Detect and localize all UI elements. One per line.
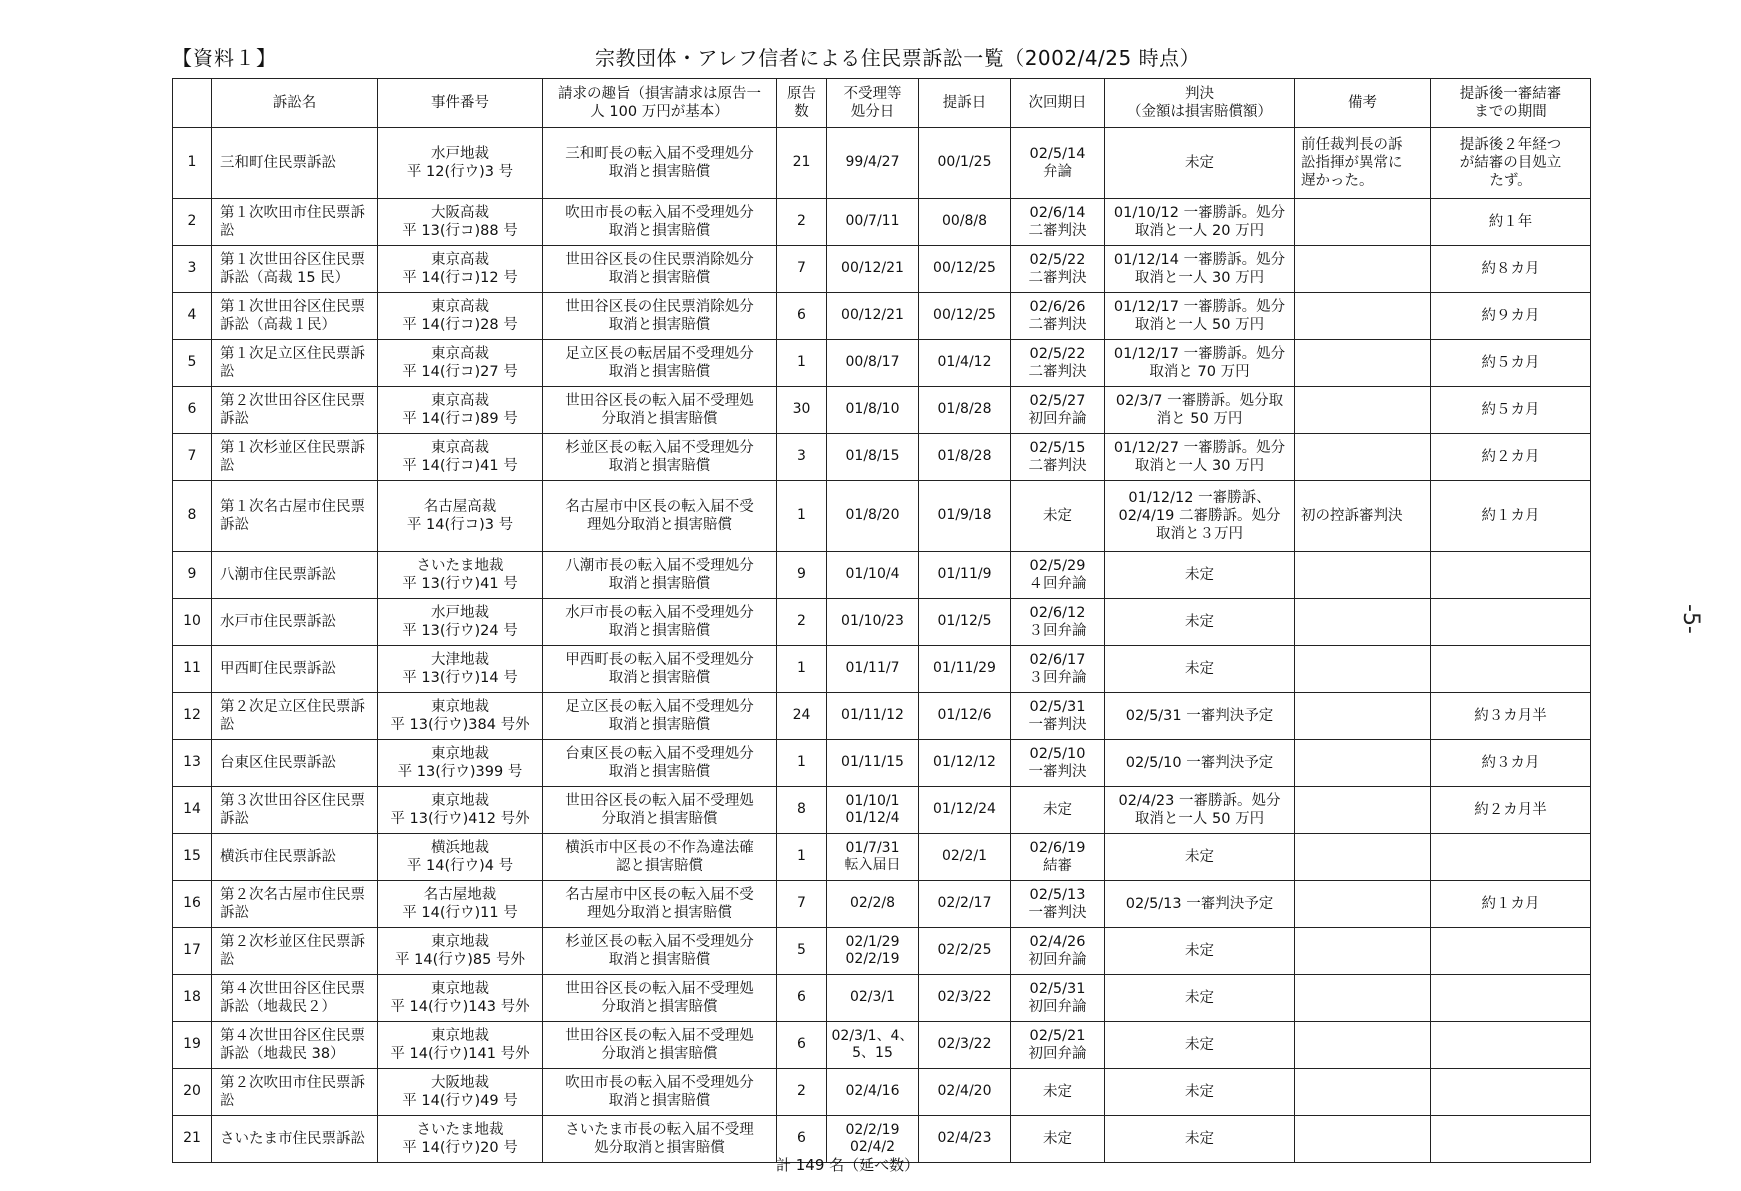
row-number: 10 <box>173 599 212 646</box>
claim-summary: 世田谷区長の転入届不受理処 分取消と損害賠償 <box>543 1022 777 1069</box>
period-to-judgment: 約１年 <box>1431 199 1591 246</box>
period-to-judgment: 約３カ月半 <box>1431 693 1591 740</box>
next-hearing: 02/5/27 初回弁論 <box>1011 387 1105 434</box>
next-hearing: 02/5/10 一審判決 <box>1011 740 1105 787</box>
case-number: 東京高裁 平 14(行コ)41 号 <box>378 434 543 481</box>
lawsuit-name: 台東区住民票訴訟 <box>212 740 378 787</box>
lawsuit-name: 第１次杉並区住民票訴 訟 <box>212 434 378 481</box>
next-hearing: 02/6/26 二審判決 <box>1011 293 1105 340</box>
case-number: 東京高裁 平 14(行コ)27 号 <box>378 340 543 387</box>
row-number: 18 <box>173 975 212 1022</box>
next-hearing: 02/5/13 一審判決 <box>1011 881 1105 928</box>
remarks <box>1295 740 1431 787</box>
table-row <box>173 552 1591 599</box>
lawsuit-name: 第４次世田谷区住民票 訴訟（地裁民２） <box>212 975 378 1022</box>
filing-date: 02/4/23 <box>919 1116 1011 1163</box>
lawsuit-name: 第１次吹田市住民票訴 訟 <box>212 199 378 246</box>
table-row <box>173 834 1591 881</box>
lawsuit-name: 第１次世田谷区住民票 訴訟（高裁 15 民） <box>212 246 378 293</box>
claim-summary: 名古屋市中区長の転入届不受 理処分取消と損害賠償 <box>543 481 777 552</box>
plaintiff-count: 2 <box>777 199 827 246</box>
filing-date: 01/9/18 <box>919 481 1011 552</box>
plaintiff-count: 6 <box>777 1116 827 1163</box>
period-to-judgment: 約３カ月 <box>1431 740 1591 787</box>
plaintiff-count: 6 <box>777 293 827 340</box>
claim-summary: 世田谷区長の転入届不受理処 分取消と損害賠償 <box>543 787 777 834</box>
judgment: 未定 <box>1105 1116 1295 1163</box>
row-number: 2 <box>173 199 212 246</box>
filing-date: 02/4/20 <box>919 1069 1011 1116</box>
table-row <box>173 246 1591 293</box>
period-to-judgment <box>1431 552 1591 599</box>
remarks <box>1295 1116 1431 1163</box>
refusal-date: 01/10/23 <box>827 599 919 646</box>
table-header-row <box>173 79 1591 128</box>
period-to-judgment <box>1431 975 1591 1022</box>
table-row <box>173 787 1591 834</box>
claim-summary: 三和町長の転入届不受理処分 取消と損害賠償 <box>543 128 777 199</box>
claim-summary: 水戸市長の転入届不受理処分 取消と損害賠償 <box>543 599 777 646</box>
refusal-date: 00/7/11 <box>827 199 919 246</box>
filing-date: 00/12/25 <box>919 246 1011 293</box>
lawsuit-name: さいたま市住民票訴訟 <box>212 1116 378 1163</box>
remarks <box>1295 1069 1431 1116</box>
row-number: 1 <box>173 128 212 199</box>
plaintiff-count: 1 <box>777 646 827 693</box>
period-to-judgment <box>1431 928 1591 975</box>
next-hearing: 02/6/17 ３回弁論 <box>1011 646 1105 693</box>
judgment: 01/12/14 一審勝訴。処分 取消と一人 30 万円 <box>1105 246 1295 293</box>
claim-summary: 八潮市長の転入届不受理処分 取消と損害賠償 <box>543 552 777 599</box>
claim-summary: 足立区長の転居届不受理処分 取消と損害賠償 <box>543 340 777 387</box>
period-to-judgment <box>1431 646 1591 693</box>
judgment: 未定 <box>1105 552 1295 599</box>
row-number: 16 <box>173 881 212 928</box>
plaintiff-count: 7 <box>777 246 827 293</box>
period-to-judgment <box>1431 599 1591 646</box>
refusal-date: 01/11/7 <box>827 646 919 693</box>
claim-summary: 世田谷区長の住民票消除処分 取消と損害賠償 <box>543 293 777 340</box>
table-row <box>173 1022 1591 1069</box>
lawsuit-name: 甲西町住民票訴訟 <box>212 646 378 693</box>
remarks: 前任裁判長の訴 訟指揮が異常に 遅かった。 <box>1295 128 1431 199</box>
row-number: 3 <box>173 246 212 293</box>
next-hearing: 未定 <box>1011 787 1105 834</box>
remarks <box>1295 975 1431 1022</box>
claim-summary: 甲西町長の転入届不受理処分 取消と損害賠償 <box>543 646 777 693</box>
next-hearing: 未定 <box>1011 1116 1105 1163</box>
column-header: 判決 （金額は損害賠償額） <box>1105 79 1295 128</box>
case-number: 大津地裁 平 13(行ウ)14 号 <box>378 646 543 693</box>
judgment: 未定 <box>1105 1022 1295 1069</box>
judgment: 01/12/12 一審勝訴、 02/4/19 二審勝訴。処分 取消と３万円 <box>1105 481 1295 552</box>
row-number: 9 <box>173 552 212 599</box>
remarks <box>1295 787 1431 834</box>
filing-date: 02/2/17 <box>919 881 1011 928</box>
refusal-date: 01/11/12 <box>827 693 919 740</box>
column-header <box>173 79 212 128</box>
filing-date: 02/3/22 <box>919 1022 1011 1069</box>
claim-summary: 吹田市長の転入届不受理処分 取消と損害賠償 <box>543 1069 777 1116</box>
plaintiff-count: 1 <box>777 740 827 787</box>
remarks <box>1295 928 1431 975</box>
case-number: 東京高裁 平 14(行コ)12 号 <box>378 246 543 293</box>
claim-summary: 世田谷区長の住民票消除処分 取消と損害賠償 <box>543 246 777 293</box>
refusal-date: 01/7/31 転入届日 <box>827 834 919 881</box>
table-row <box>173 881 1591 928</box>
claim-summary: 台東区長の転入届不受理処分 取消と損害賠償 <box>543 740 777 787</box>
filing-date: 00/12/25 <box>919 293 1011 340</box>
judgment: 未定 <box>1105 599 1295 646</box>
case-number: 東京地裁 平 14(行ウ)143 号外 <box>378 975 543 1022</box>
plaintiff-count: 3 <box>777 434 827 481</box>
column-header: 原告 数 <box>777 79 827 128</box>
judgment: 01/12/27 一審勝訴。処分 取消と一人 30 万円 <box>1105 434 1295 481</box>
table-row <box>173 928 1591 975</box>
column-header: 請求の趣旨（損害請求は原告一 人 100 万円が基本） <box>543 79 777 128</box>
case-number: 東京地裁 平 14(行ウ)85 号外 <box>378 928 543 975</box>
column-header: 不受理等 処分日 <box>827 79 919 128</box>
remarks <box>1295 387 1431 434</box>
lawsuit-name: 第１次世田谷区住民票 訴訟（高裁１民） <box>212 293 378 340</box>
filing-date: 01/12/12 <box>919 740 1011 787</box>
judgment: 02/4/23 一審勝訴。処分 取消と一人 50 万円 <box>1105 787 1295 834</box>
period-to-judgment <box>1431 834 1591 881</box>
lawsuit-name: 三和町住民票訴訟 <box>212 128 378 199</box>
filing-date: 02/2/25 <box>919 928 1011 975</box>
period-to-judgment: 約９カ月 <box>1431 293 1591 340</box>
remarks <box>1295 246 1431 293</box>
refusal-date: 01/8/15 <box>827 434 919 481</box>
refusal-date: 02/3/1、4、 5、15 <box>827 1022 919 1069</box>
period-to-judgment <box>1431 1022 1591 1069</box>
refusal-date: 01/10/4 <box>827 552 919 599</box>
filing-date: 01/8/28 <box>919 387 1011 434</box>
remarks <box>1295 834 1431 881</box>
lawsuit-table <box>172 78 1591 1163</box>
remarks <box>1295 199 1431 246</box>
case-number: 東京高裁 平 14(行コ)28 号 <box>378 293 543 340</box>
claim-summary: 杉並区長の転入届不受理処分 取消と損害賠償 <box>543 434 777 481</box>
filing-date: 01/11/29 <box>919 646 1011 693</box>
case-number: 東京地裁 平 13(行ウ)399 号 <box>378 740 543 787</box>
remarks <box>1295 434 1431 481</box>
column-header: 提訴日 <box>919 79 1011 128</box>
next-hearing: 02/5/31 初回弁論 <box>1011 975 1105 1022</box>
lawsuit-name: 第４次世田谷区住民票 訴訟（地裁民 38） <box>212 1022 378 1069</box>
plaintiff-count: 30 <box>777 387 827 434</box>
refusal-date: 01/10/1 01/12/4 <box>827 787 919 834</box>
row-number: 20 <box>173 1069 212 1116</box>
plaintiff-count: 8 <box>777 787 827 834</box>
table-row <box>173 599 1591 646</box>
table-row <box>173 340 1591 387</box>
table-row <box>173 387 1591 434</box>
remarks <box>1295 340 1431 387</box>
claim-summary: 杉並区長の転入届不受理処分 取消と損害賠償 <box>543 928 777 975</box>
column-header: 備考 <box>1295 79 1431 128</box>
next-hearing: 02/6/12 ３回弁論 <box>1011 599 1105 646</box>
case-number: 大阪高裁 平 13(行コ)88 号 <box>378 199 543 246</box>
judgment: 02/5/31 一審判決予定 <box>1105 693 1295 740</box>
refusal-date: 02/3/1 <box>827 975 919 1022</box>
refusal-date: 01/11/15 <box>827 740 919 787</box>
case-number: さいたま地裁 平 13(行ウ)41 号 <box>378 552 543 599</box>
remarks <box>1295 693 1431 740</box>
period-to-judgment: 約２カ月 <box>1431 434 1591 481</box>
table-body <box>173 128 1591 1163</box>
next-hearing: 02/5/29 ４回弁論 <box>1011 552 1105 599</box>
claim-summary: 吹田市長の転入届不受理処分 取消と損害賠償 <box>543 199 777 246</box>
lawsuit-name: 第２次足立区住民票訴 訟 <box>212 693 378 740</box>
lawsuit-name: 第２次世田谷区住民票 訴訟 <box>212 387 378 434</box>
lawsuit-name: 第２次杉並区住民票訴 訟 <box>212 928 378 975</box>
lawsuit-name: 第２次名古屋市住民票 訴訟 <box>212 881 378 928</box>
plaintiff-count: 2 <box>777 1069 827 1116</box>
row-number: 12 <box>173 693 212 740</box>
remarks <box>1295 881 1431 928</box>
claim-summary: 足立区長の転入届不受理処分 取消と損害賠償 <box>543 693 777 740</box>
lawsuit-name: 第１次足立区住民票訴 訟 <box>212 340 378 387</box>
case-number: さいたま地裁 平 14(行ウ)20 号 <box>378 1116 543 1163</box>
column-header: 訴訟名 <box>212 79 378 128</box>
document-label: 【資料１】 <box>172 46 277 70</box>
refusal-date: 01/8/10 <box>827 387 919 434</box>
next-hearing: 02/6/19 結審 <box>1011 834 1105 881</box>
filing-date: 00/8/8 <box>919 199 1011 246</box>
claim-summary: 世田谷区長の転入届不受理処 分取消と損害賠償 <box>543 975 777 1022</box>
case-number: 東京地裁 平 14(行ウ)141 号外 <box>378 1022 543 1069</box>
filing-date: 01/11/9 <box>919 552 1011 599</box>
remarks <box>1295 1022 1431 1069</box>
page-number: -5- <box>1678 604 1703 634</box>
plaintiff-count: 24 <box>777 693 827 740</box>
period-to-judgment: 約５カ月 <box>1431 340 1591 387</box>
lawsuit-name: 八潮市住民票訴訟 <box>212 552 378 599</box>
table-row <box>173 199 1591 246</box>
judgment: 未定 <box>1105 128 1295 199</box>
remarks <box>1295 599 1431 646</box>
period-to-judgment <box>1431 1116 1591 1163</box>
table-row <box>173 434 1591 481</box>
table-row <box>173 1069 1591 1116</box>
judgment: 02/5/13 一審判決予定 <box>1105 881 1295 928</box>
filing-date: 01/12/5 <box>919 599 1011 646</box>
filing-date: 01/12/24 <box>919 787 1011 834</box>
next-hearing: 02/5/31 一審判決 <box>1011 693 1105 740</box>
case-number: 東京地裁 平 13(行ウ)412 号外 <box>378 787 543 834</box>
next-hearing: 02/5/21 初回弁論 <box>1011 1022 1105 1069</box>
judgment: 未定 <box>1105 928 1295 975</box>
row-number: 21 <box>173 1116 212 1163</box>
case-number: 横浜地裁 平 14(行ウ)4 号 <box>378 834 543 881</box>
plaintiff-count: 5 <box>777 928 827 975</box>
column-header: 事件番号 <box>378 79 543 128</box>
lawsuit-name: 第２次吹田市住民票訴 訟 <box>212 1069 378 1116</box>
filing-date: 01/8/28 <box>919 434 1011 481</box>
filing-date: 00/1/25 <box>919 128 1011 199</box>
table-row <box>173 293 1591 340</box>
plaintiff-count: 1 <box>777 834 827 881</box>
case-number: 名古屋地裁 平 14(行ウ)11 号 <box>378 881 543 928</box>
period-to-judgment: 提訴後２年経つ が結審の目処立 たず。 <box>1431 128 1591 199</box>
case-number: 水戸地裁 平 12(行ウ)3 号 <box>378 128 543 199</box>
remarks <box>1295 293 1431 340</box>
judgment: 未定 <box>1105 1069 1295 1116</box>
next-hearing: 02/6/14 二審判決 <box>1011 199 1105 246</box>
judgment: 01/12/17 一審勝訴。処分 取消と 70 万円 <box>1105 340 1295 387</box>
case-number: 水戸地裁 平 13(行ウ)24 号 <box>378 599 543 646</box>
plaintiff-count: 9 <box>777 552 827 599</box>
table-row <box>173 975 1591 1022</box>
lawsuit-name: 水戸市住民票訴訟 <box>212 599 378 646</box>
filing-date: 02/2/1 <box>919 834 1011 881</box>
filing-date: 01/4/12 <box>919 340 1011 387</box>
claim-summary: 横浜市中区長の不作為違法確 認と損害賠償 <box>543 834 777 881</box>
lawsuit-name: 第１次名古屋市住民票 訴訟 <box>212 481 378 552</box>
row-number: 15 <box>173 834 212 881</box>
row-number: 4 <box>173 293 212 340</box>
remarks: 初の控訴審判決 <box>1295 481 1431 552</box>
plaintiff-count: 7 <box>777 881 827 928</box>
row-number: 5 <box>173 340 212 387</box>
next-hearing: 02/5/14 弁論 <box>1011 128 1105 199</box>
refusal-date: 02/2/19 02/4/2 <box>827 1116 919 1163</box>
period-to-judgment: 約１カ月 <box>1431 881 1591 928</box>
judgment: 01/10/12 一審勝訴。処分 取消と一人 20 万円 <box>1105 199 1295 246</box>
case-number: 東京地裁 平 13(行ウ)384 号外 <box>378 693 543 740</box>
judgment: 02/3/7 一審勝訴。処分取 消と 50 万円 <box>1105 387 1295 434</box>
refusal-date: 00/8/17 <box>827 340 919 387</box>
row-number: 17 <box>173 928 212 975</box>
row-number: 6 <box>173 387 212 434</box>
period-to-judgment: 約５カ月 <box>1431 387 1591 434</box>
plaintiff-count: 1 <box>777 481 827 552</box>
judgment: 未定 <box>1105 646 1295 693</box>
lawsuit-name: 横浜市住民票訴訟 <box>212 834 378 881</box>
table-row <box>173 693 1591 740</box>
filing-date: 02/3/22 <box>919 975 1011 1022</box>
judgment: 02/5/10 一審判決予定 <box>1105 740 1295 787</box>
plaintiff-count: 6 <box>777 975 827 1022</box>
row-number: 14 <box>173 787 212 834</box>
claim-summary: 名古屋市中区長の転入届不受 理処分取消と損害賠償 <box>543 881 777 928</box>
next-hearing: 02/5/22 二審判決 <box>1011 246 1105 293</box>
case-number: 名古屋高裁 平 14(行コ)3 号 <box>378 481 543 552</box>
refusal-date: 00/12/21 <box>827 293 919 340</box>
next-hearing: 未定 <box>1011 481 1105 552</box>
document-title: 宗教団体・アレフ信者による住民票訴訟一覧（2002/4/25 時点） <box>595 46 1201 70</box>
next-hearing: 未定 <box>1011 1069 1105 1116</box>
period-to-judgment: 約８カ月 <box>1431 246 1591 293</box>
case-number: 東京高裁 平 14(行コ)89 号 <box>378 387 543 434</box>
lawsuit-name: 第３次世田谷区住民票 訴訟 <box>212 787 378 834</box>
period-to-judgment: 約１カ月 <box>1431 481 1591 552</box>
refusal-date: 99/4/27 <box>827 128 919 199</box>
row-number: 13 <box>173 740 212 787</box>
refusal-date: 02/1/29 02/2/19 <box>827 928 919 975</box>
judgment: 未定 <box>1105 975 1295 1022</box>
period-to-judgment: 約２カ月半 <box>1431 787 1591 834</box>
next-hearing: 02/4/26 初回弁論 <box>1011 928 1105 975</box>
case-number: 大阪地裁 平 14(行ウ)49 号 <box>378 1069 543 1116</box>
table-row <box>173 646 1591 693</box>
row-number: 8 <box>173 481 212 552</box>
refusal-date: 02/4/16 <box>827 1069 919 1116</box>
plaintiff-count: 2 <box>777 599 827 646</box>
column-header: 提訴後一審結審 までの期間 <box>1431 79 1591 128</box>
next-hearing: 02/5/22 二審判決 <box>1011 340 1105 387</box>
plaintiff-count: 21 <box>777 128 827 199</box>
filing-date: 01/12/6 <box>919 693 1011 740</box>
period-to-judgment <box>1431 1069 1591 1116</box>
table-row <box>173 740 1591 787</box>
remarks <box>1295 552 1431 599</box>
total-count: 計 149 名（延べ数） <box>776 1156 920 1174</box>
refusal-date: 02/2/8 <box>827 881 919 928</box>
claim-summary: 世田谷区長の転入届不受理処 分取消と損害賠償 <box>543 387 777 434</box>
table-row <box>173 128 1591 199</box>
column-header: 次回期日 <box>1011 79 1105 128</box>
claim-summary: さいたま市長の転入届不受理 処分取消と損害賠償 <box>543 1116 777 1163</box>
row-number: 7 <box>173 434 212 481</box>
refusal-date: 00/12/21 <box>827 246 919 293</box>
refusal-date: 01/8/20 <box>827 481 919 552</box>
remarks <box>1295 646 1431 693</box>
next-hearing: 02/5/15 二審判決 <box>1011 434 1105 481</box>
row-number: 11 <box>173 646 212 693</box>
plaintiff-count: 1 <box>777 340 827 387</box>
judgment: 01/12/17 一審勝訴。処分 取消と一人 50 万円 <box>1105 293 1295 340</box>
judgment: 未定 <box>1105 834 1295 881</box>
row-number: 19 <box>173 1022 212 1069</box>
table-row <box>173 481 1591 552</box>
plaintiff-count: 6 <box>777 1022 827 1069</box>
